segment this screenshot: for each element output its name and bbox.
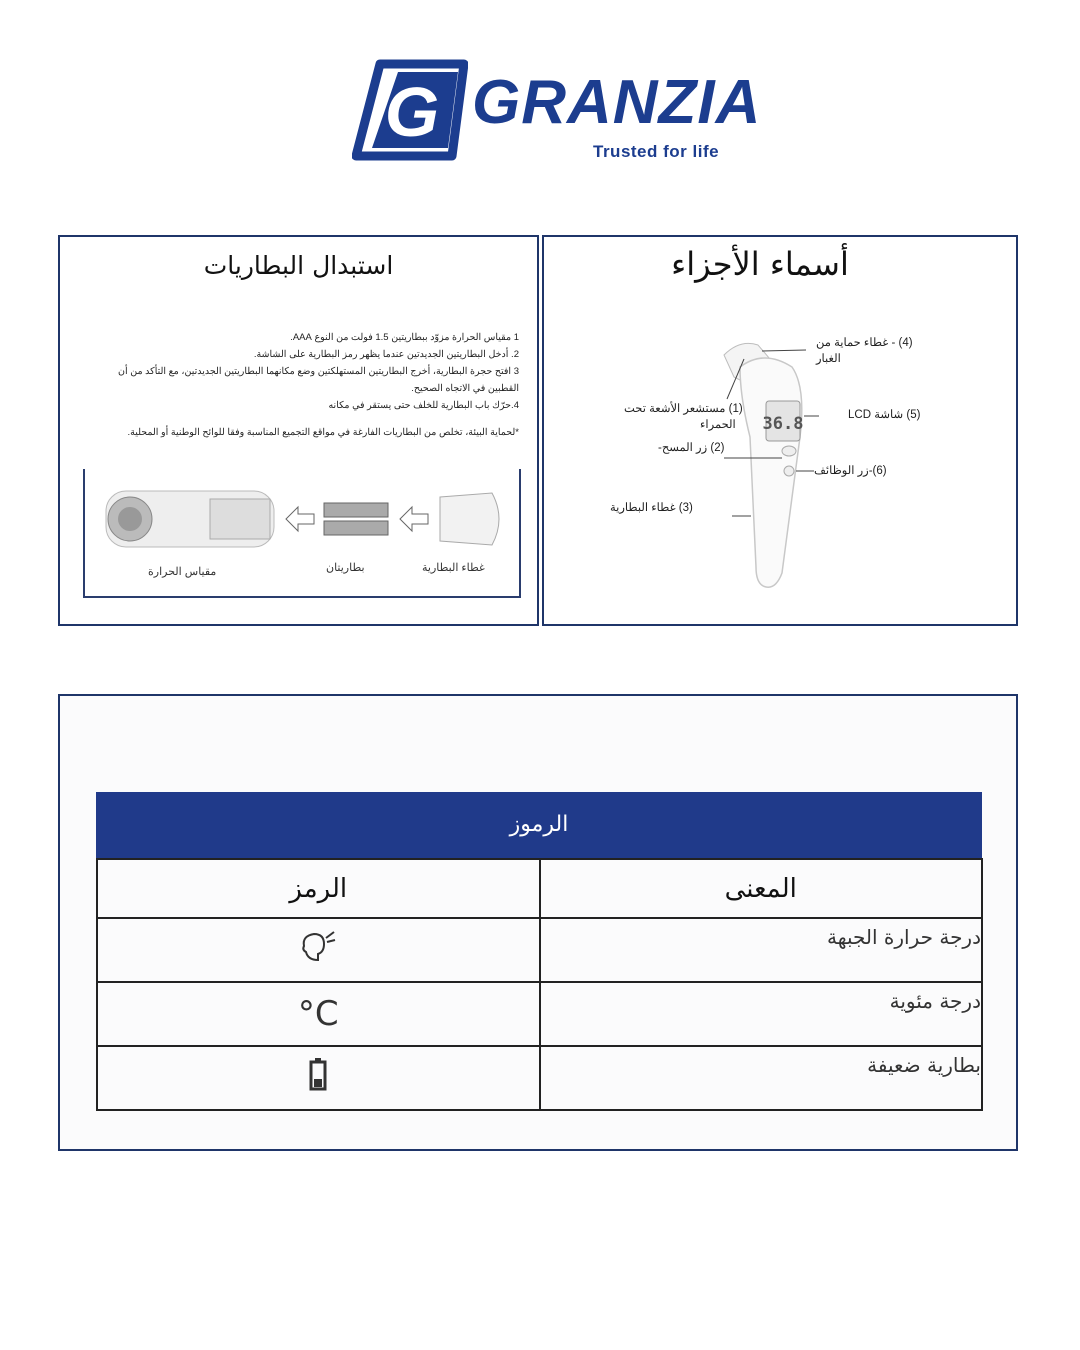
label-ir-sensor-2: الحمراء: [700, 419, 736, 431]
battery-replacement-panel: [58, 235, 539, 626]
label-dust-cap-2: الغبار: [816, 353, 841, 365]
label-scan-button: (2) زر المسح-: [658, 442, 725, 454]
brand-logo: [352, 58, 762, 162]
svg-text:G: G: [384, 73, 440, 151]
thermometer-diagram-icon: [544, 237, 1016, 624]
battery-step: 4.حرّك باب البطارية للخلف حتى يستقر في مكانه: [328, 400, 519, 411]
label-battery-cover: (3) غطاء البطارية: [610, 502, 693, 514]
meaning-cell: درجة حرارة الجبهة: [540, 918, 983, 982]
table-row: [97, 918, 982, 982]
label-dust-cap: (4) - غطاء حماية من: [816, 337, 913, 349]
meaning-cell: درجة مئوية: [540, 982, 983, 1046]
granzia-mark-icon: [352, 58, 468, 162]
brand-name: GRANZIA: [472, 68, 762, 137]
table-row: [97, 1046, 982, 1110]
symbols-panel: [58, 694, 1018, 1151]
low-battery-icon: [308, 1057, 328, 1091]
label-ir-sensor: (1) مستشعر الأشعة تحت: [624, 403, 743, 415]
battery-panel-title: استبدال البطاريات: [203, 251, 394, 280]
caption-thermometer: مقياس الحرارة: [148, 566, 217, 578]
battery-install-diagram-icon: [82, 469, 522, 601]
caption-cover: غطاء البطارية: [422, 562, 485, 574]
battery-step: 3 افتح حجرة البطارية، أخرج البطاريتين المستهلكتين وضع مكانهما البطاريتين الجديدتين، مع التأكد من أن القطبين في الاتجاه الصحيح.: [117, 366, 519, 394]
environment-note: *لحماية البيئة، تخلص من البطاريات الفارغة في مواقع التجميع المناسبة وفقا للوائح الوطنية أو المحلية.: [127, 427, 519, 438]
label-lcd: (5) شاشة LCD: [848, 409, 921, 421]
parts-names-panel: [542, 235, 1018, 626]
caption-batteries: بطاريتان: [326, 562, 365, 574]
parts-panel-title: أسماء الأجزاء: [671, 245, 849, 283]
battery-illustration: [82, 469, 522, 601]
meaning-cell: بطارية ضعيفة: [540, 1046, 983, 1110]
table-header-row: [97, 859, 982, 918]
column-header-meaning: المعنى: [540, 859, 983, 918]
svg-text:36.8: 36.8: [762, 414, 804, 434]
battery-steps: [90, 329, 519, 441]
table-row: [97, 982, 982, 1046]
symbols-table: [96, 858, 983, 1111]
brand-tagline: Trusted for life: [593, 142, 720, 161]
battery-step: 2. أدخل البطاريتين الجديدتين عندما يظهر رمز البطارية على الشاشة.: [253, 349, 519, 360]
symbol-cell: [97, 1046, 540, 1110]
label-function-button: (6)-زر الوظائف: [814, 465, 887, 477]
symbols-table-header: الرموز: [96, 792, 982, 858]
forehead-icon: [298, 928, 338, 964]
symbol-cell: [97, 918, 540, 982]
celsius-icon: °C: [97, 982, 540, 1046]
battery-step: 1 مقياس الحرارة مزوّد ببطاريتين 1.5 فولت من النوع AAA.: [290, 332, 519, 343]
column-header-symbol: الرمز: [97, 859, 540, 918]
